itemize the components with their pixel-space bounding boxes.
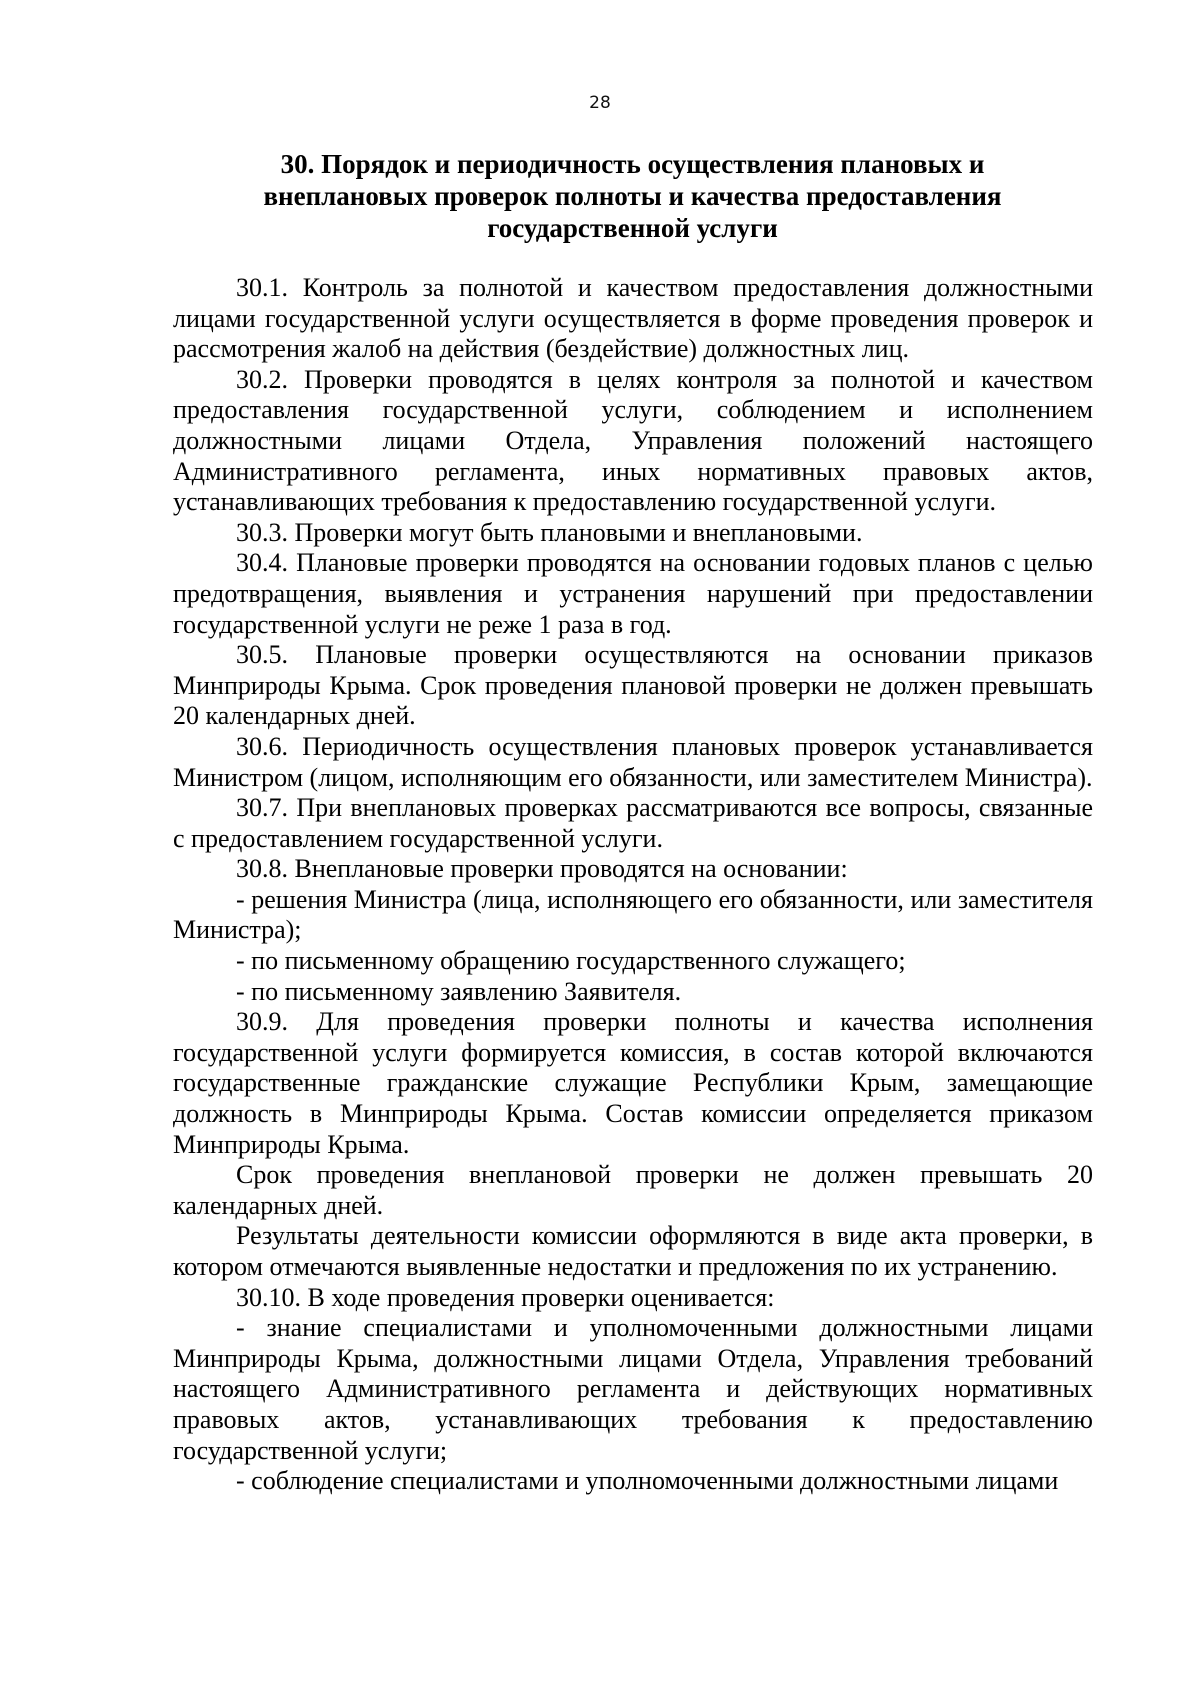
section-heading	[170, 148, 1095, 244]
paragraph-30-4: 30.4. Плановые проверки проводятся на основании годовых планов с целью предотвращения, выявления и устранения нарушений при предоставлении государственной услуги не реже 1 раза в год.	[173, 548, 1093, 639]
paragraph-term: Срок проведения внеплановой проверки не должен превышать 20 календарных дней.	[173, 1160, 1093, 1220]
list-item: - решения Министра (лица, исполняющего его обязанности, или заместителя Министра);	[173, 884, 1093, 945]
body-text	[173, 273, 1093, 1497]
heading-line: 30. Порядок и периодичность осуществления плановых и	[280, 149, 985, 179]
paragraph-30-10: 30.10. В ходе проведения проверки оценивается:	[236, 1282, 775, 1312]
paragraph-30-1: 30.1. Контроль за полнотой и качеством предоставления должностными лицами государственной услуги осуществляется в форме проведения проверок и рассмотрения жалоб на действия (бездействие) должностных лиц.	[173, 273, 1093, 364]
paragraph-30-8: 30.8. Внеплановые проверки проводятся на основании:	[236, 854, 848, 884]
page-number: 28	[589, 93, 611, 113]
paragraph-30-5: 30.5. Плановые проверки осуществляются на основании приказов Минприроды Крыма. Срок проведения плановой проверки не должен превышать 20 календарных дней.	[173, 640, 1093, 731]
list-item: - соблюдение специалистами и уполномоченными должностными лицами	[236, 1466, 1059, 1496]
paragraph-30-6: 30.6. Периодичность осуществления плановых проверок устанавливается Министром (лицом, исполняющим его обязанности, или заместителем Министра).	[173, 731, 1093, 792]
list-item: - знание специалистами и уполномоченными должностными лицами Минприроды Крыма, должностными лицами Отдела, Управления требований настоящего Административного регламента и действующих нормативных правовых актов, устанавливающих требования к предоставлению государственной услуги;	[173, 1313, 1093, 1465]
paragraph-30-7: 30.7. При внеплановых проверках рассматриваются все вопросы, связанные с предоставлением государственной услуги.	[173, 793, 1093, 853]
paragraph-30-3: 30.3. Проверки могут быть плановыми и внеплановыми.	[236, 517, 863, 547]
list-item: - по письменному обращению государственного служащего;	[236, 946, 906, 976]
paragraph-results: Результаты деятельности комиссии оформляются в виде акта проверки, в котором отмечаются выявленные недостатки и предложения по их устранению.	[173, 1221, 1093, 1281]
heading-line: внеплановых проверок полноты и качества предоставления	[263, 181, 1002, 211]
list-item: - по письменному заявлению Заявителя.	[236, 976, 682, 1006]
heading-line: государственной услуги	[487, 213, 778, 243]
paragraph-30-9: 30.9. Для проведения проверки полноты и качества исполнения государственной услуги формируется комиссия, в состав которой включаются государственные гражданские служащие Республики Крым, замещающие должность в Минприроды Крыма. Состав комиссии определяется приказом Минприроды Крыма.	[173, 1007, 1093, 1159]
paragraph-30-2: 30.2. Проверки проводятся в целях контроля за полнотой и качеством предоставления государственной услуги, соблюдением и исполнением должностными лицами Отдела, Управления положений настоящего Административного регламента, иных нормативных правовых актов, устанавливающих требования к предоставлению государственной услуги.	[173, 364, 1093, 517]
